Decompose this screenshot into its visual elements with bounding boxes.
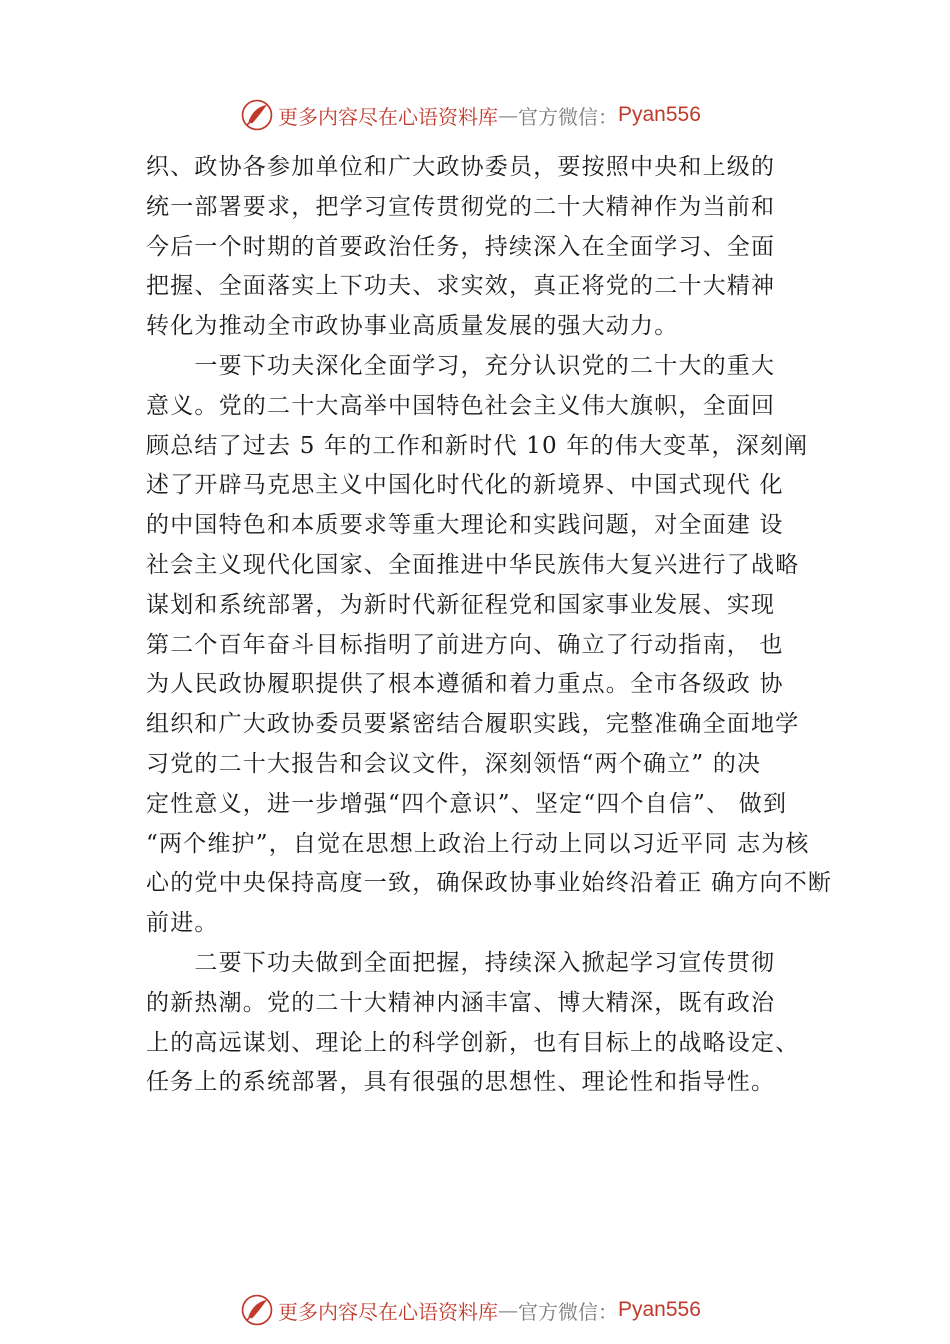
body-line: 一要下功夫深化全面学习，充分认识党的二十大的重大: [146, 352, 776, 379]
banner-wechat-label: 官方微信：: [518, 104, 618, 129]
body-line: 把握、全面落实上下功夫、求实效，真正将党的二十大精神: [146, 273, 776, 300]
footer-banner: [0, 1290, 950, 1330]
body-line: 心的党中央保持高度一致，确保政协事业始终沿着正 确方向不断: [146, 870, 833, 897]
body-line: 习党的二十大报告和会议文件，深刻领悟“两个确立” 的决: [146, 750, 762, 777]
body-line: 的中国特色和本质要求等重大理论和实践问题，对全面建 设: [146, 512, 784, 539]
body-line: 为人民政协履职提供了根本遵循和着力重点。全市各级政 协: [146, 671, 784, 698]
footer-separator: —: [498, 1298, 518, 1322]
body-line: 社会主义现代化国家、全面推进中华民族伟大复兴进行了战略: [146, 551, 800, 578]
body-line: “两个维护”，自觉在思想上政治上行动上同以习近平同 志为核: [146, 830, 810, 857]
body-line: 顾总结了过去 5 年的工作和新时代 10 年的伟大变革，深刻阐: [146, 432, 809, 459]
body-line: 谋划和系统部署，为新时代新征程党和国家事业发展、实现: [146, 591, 776, 618]
body-line: 组织和广大政协委员要紧密结合履职实践，完整准确全面地学: [146, 711, 800, 738]
footer-brand-text: 更多内容尽在心语资料库: [278, 1299, 498, 1324]
banner-wechat-id: Pyan556: [618, 103, 701, 126]
body-line: 述了开辟马克思主义中国化时代化的新境界、中国式现代 化: [146, 472, 784, 499]
footer-wechat-id: Pyan556: [618, 1298, 701, 1321]
body-line: 定性意义，进一步增强“四个意识”、坚定“四个自信”、 做到: [146, 790, 788, 817]
body-line: 二要下功夫做到全面把握，持续深入掀起学习宣传贯彻: [146, 949, 776, 976]
banner-brand-text: 更多内容尽在心语资料库: [278, 104, 498, 129]
body-line: 前进。: [146, 910, 219, 937]
brand-logo-icon: [240, 98, 274, 132]
brand-logo-icon: [240, 1293, 274, 1327]
body-line: 转化为推动全市政协事业高质量发展的强大动力。: [146, 313, 679, 340]
body-line: 的新热潮。党的二十大精神内涵丰富、博大精深，既有政治: [146, 989, 776, 1016]
body-line: 上的高远谋划、理论上的科学创新，也有目标上的战略设定、: [146, 1029, 800, 1056]
body-line: 任务上的系统部署，具有很强的思想性、理论性和指导性。: [146, 1069, 776, 1096]
header-banner: [0, 95, 950, 135]
footer-wechat-label: 官方微信：: [518, 1299, 618, 1324]
body-line: 第二个百年奋斗目标指明了前进方向、确立了行动指南， 也: [146, 631, 784, 658]
document-body: [146, 148, 836, 1103]
body-line: 统一部署要求，把学习宣传贯彻党的二十大精神作为当前和: [146, 193, 776, 220]
banner-separator: —: [498, 103, 518, 127]
body-line: 织、政协各参加单位和广大政协委员，要按照中央和上级的: [146, 154, 776, 180]
body-line: 意义。党的二十大高举中国特色社会主义伟大旗帜，全面回: [146, 392, 776, 419]
body-line: 今后一个时期的首要政治任务，持续深入在全面学习、全面: [146, 233, 776, 260]
